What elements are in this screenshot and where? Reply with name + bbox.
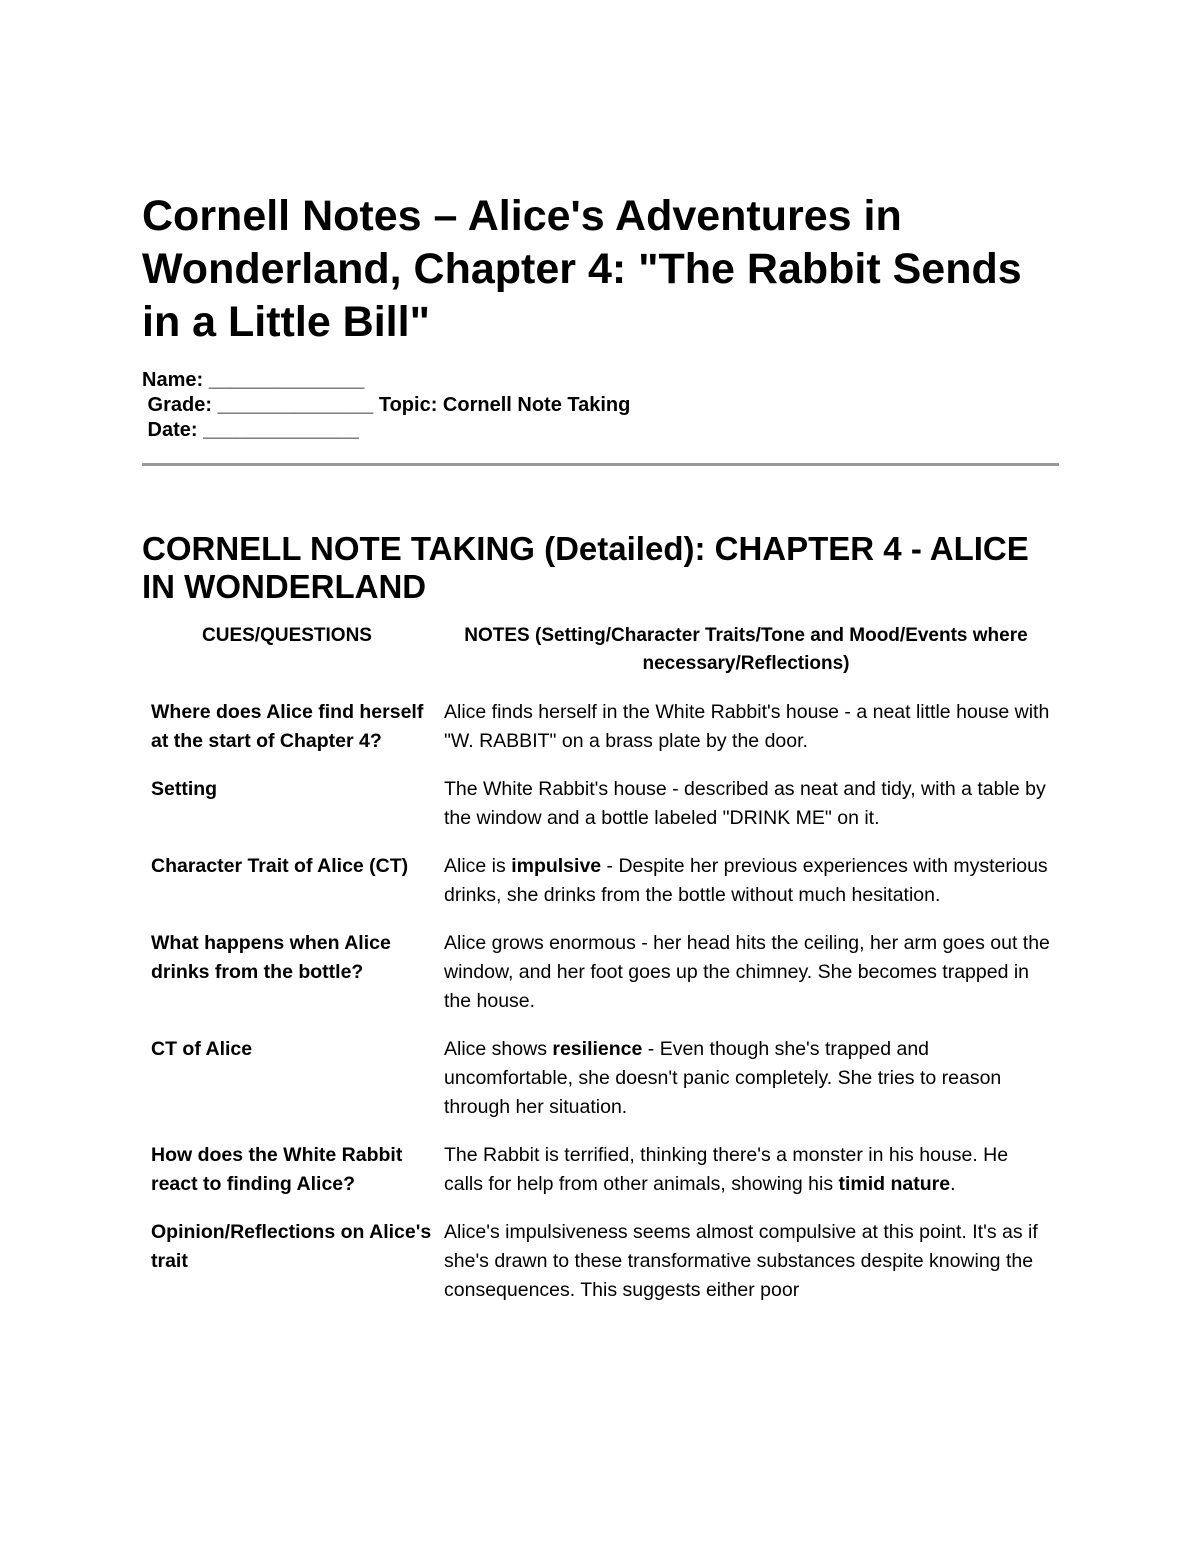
note-text-end: - Even though she's trapped and uncomfortable, she doesn't panic completely. She tries to reason through her situation. — [444, 1038, 1002, 1118]
note-cell — [444, 852, 1052, 910]
cue-cell: Setting — [151, 778, 218, 800]
note-text: The Rabbit is terrified, thinking there's a monster in his house. He calls for help from other animals, showing his — [444, 1144, 1009, 1195]
table-row — [142, 698, 1052, 756]
notes-table — [142, 698, 1052, 1324]
note-text: Alice shows — [444, 1038, 553, 1060]
note-text: Alice is — [444, 855, 512, 877]
table-row — [142, 1141, 1052, 1199]
student-info — [142, 368, 630, 443]
note-text: Alice finds herself in the White Rabbit's house - a neat little house with "W. RABBIT" on a brass plate by the door. — [444, 701, 1050, 752]
note-cell — [444, 1218, 1052, 1305]
grade-topic-line: Grade: ______________ Topic: Cornell Note Taking — [142, 394, 631, 416]
cue-cell: Where does Alice find herself at the start of Chapter 4? — [151, 701, 424, 752]
document-title: Cornell Notes – Alice's Adventures in Wonderland, Chapter 4: "The Rabbit Sends in a Little Bill" — [142, 192, 1022, 346]
note-cell — [444, 698, 1052, 756]
cues-column-header: CUES/QUESTIONS — [202, 625, 372, 646]
cue-cell: CT of Alice — [151, 1038, 253, 1060]
cue-cell: What happens when Alice drinks from the bottle? — [151, 932, 391, 983]
note-emphasis: impulsive — [511, 855, 602, 877]
note-emphasis: resilience — [552, 1038, 643, 1060]
note-text: Alice's impulsiveness seems almost compulsive at this point. It's as if she's drawn to these transformative substances despite knowing the consequences. This suggests either poor — [444, 1221, 1038, 1301]
table-row — [142, 852, 1052, 910]
cue-cell: How does the White Rabbit react to finding Alice? — [151, 1144, 403, 1195]
note-text-end: - Despite her previous experiences with mysterious drinks, she drinks from the bottle without much hesitation. — [444, 855, 1048, 906]
notes-column-header: NOTES (Setting/Character Traits/Tone and Mood/Events where necessary/Reflections) — [464, 625, 1028, 674]
name-line: Name: ______________ — [142, 369, 365, 391]
table-row — [142, 929, 1052, 1016]
note-emphasis: timid nature — [838, 1173, 951, 1195]
table-row — [142, 775, 1052, 833]
note-cell — [444, 929, 1052, 1016]
date-line: Date: ______________ — [142, 419, 359, 441]
note-cell — [444, 1035, 1052, 1122]
note-text: Alice grows enormous - her head hits the ceiling, her arm goes out the window, and her foot goes up the chimney. She becomes trapped in the house. — [444, 932, 1050, 1012]
note-cell — [444, 775, 1052, 833]
note-text-end: . — [950, 1173, 956, 1195]
cue-cell: Character Trait of Alice (CT) — [151, 855, 409, 877]
note-cell — [444, 1141, 1052, 1199]
table-row — [142, 1218, 1052, 1305]
section-title: CORNELL NOTE TAKING (Detailed): CHAPTER 4 - ALICE IN WONDERLAND — [142, 530, 1029, 605]
horizontal-divider — [142, 463, 1059, 466]
cue-cell: Opinion/Reflections on Alice's trait — [151, 1221, 432, 1272]
note-text: The White Rabbit's house - described as neat and tidy, with a table by the window and a bottle labeled "DRINK ME" on it. — [444, 778, 1046, 829]
table-row — [142, 1035, 1052, 1122]
